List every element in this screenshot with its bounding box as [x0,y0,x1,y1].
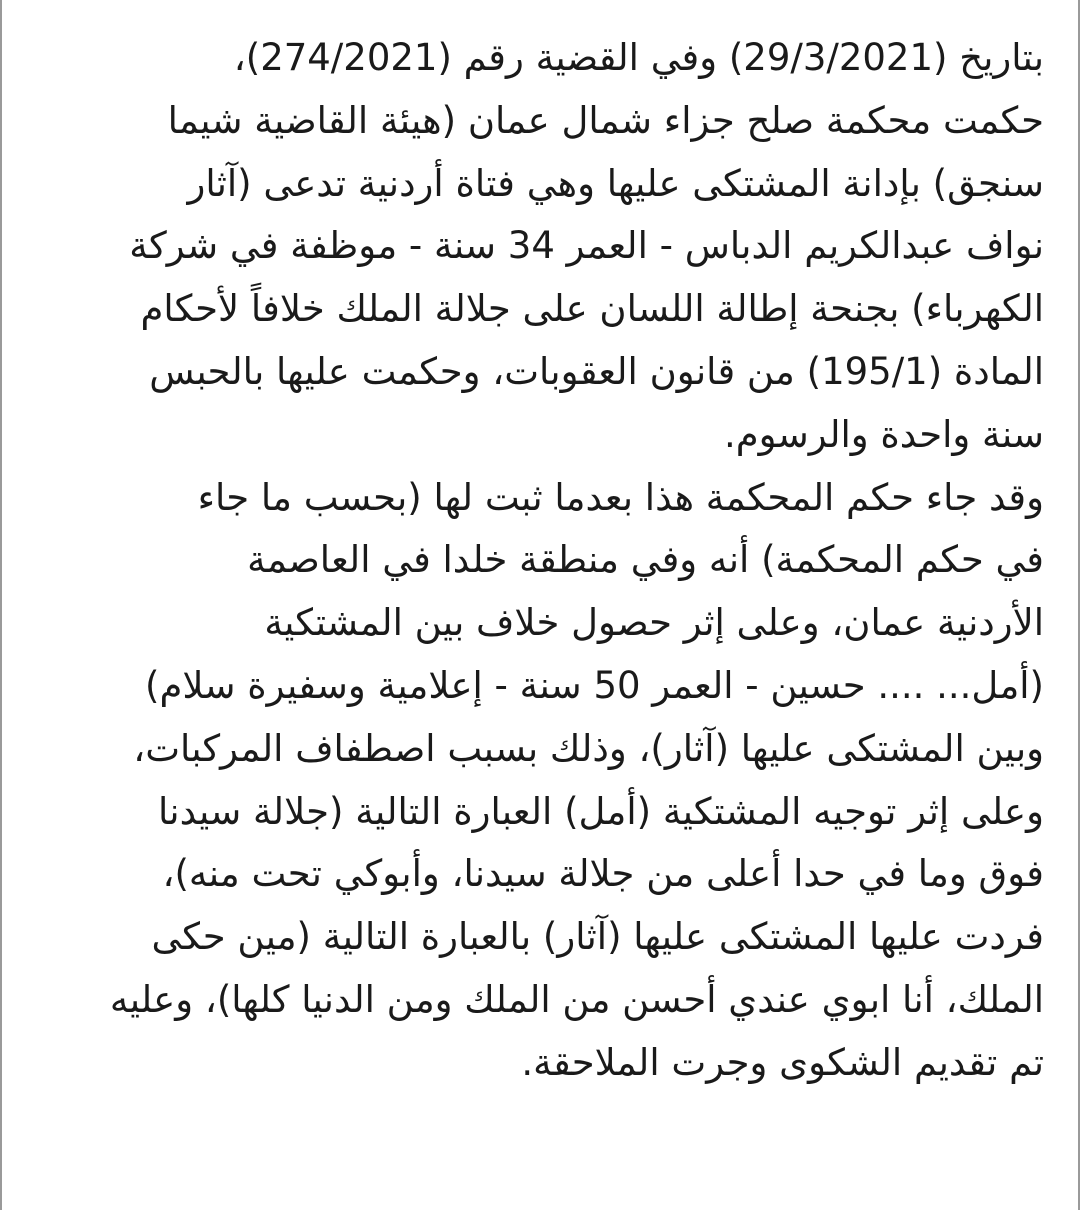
text-line: في حكم المحكمة) أنه وفي منطقة خلدا في العاصمة [247,538,1044,582]
text-line: حكمت محكمة صلح جزاء شمال عمان (هيئة القاضية شيما [167,98,1044,142]
text-line: الأردنية عمان، وعلى إثر حصول خلاف بين المشتكية [264,601,1044,645]
text-line: بتاريخ (29/3/2021) وفي القضية رقم (274/2021)، [233,36,1044,79]
text-line: نواف عبدالكريم الدباس - العمر 34 سنة - موظفة في شركة [129,224,1044,268]
text-line: فوق وما في حدا أعلى من جلالة سيدنا، وأبوكي تحت منه)، [162,852,1044,896]
text-line: سنجق) بإدانة المشتكى عليها وهي فتاة أردنية تدعى (آثار [187,161,1044,205]
text-line: المادة (195/1) من قانون العقوبات، وحكمت عليها بالحبس [149,349,1044,393]
text-line: وعلى إثر توجيه المشتكية (أمل) العبارة التالية (جلالة سيدنا [158,789,1044,833]
text-line: الملك، أنا ابوي عندي أحسن من الملك ومن الدنيا كلها)، وعليه [109,977,1044,1021]
text-line: تم تقديم الشكوى وجرت الملاحقة. [521,1040,1044,1084]
text-line: الكهرباء) بجنحة إطالة اللسان على جلالة الملك خلافاً لأحكام [140,287,1044,331]
text-line: فردت عليها المشتكى عليها (آثار) بالعبارة التالية (مين حكى [151,915,1044,959]
text-line: (أمل... .... حسين - العمر 50 سنة - إعلامية وسفيرة سلام) [145,663,1044,707]
text-line: وبين المشتكى عليها (آثار)، وذلك بسبب اصطفاف المركبات، [133,726,1044,770]
article-text [42,27,1044,1095]
text-line: سنة واحدة والرسوم. [724,412,1044,456]
text-line: وقد جاء حكم المحكمة هذا بعدما ثبت لها (بحسب ما جاء [197,475,1044,519]
